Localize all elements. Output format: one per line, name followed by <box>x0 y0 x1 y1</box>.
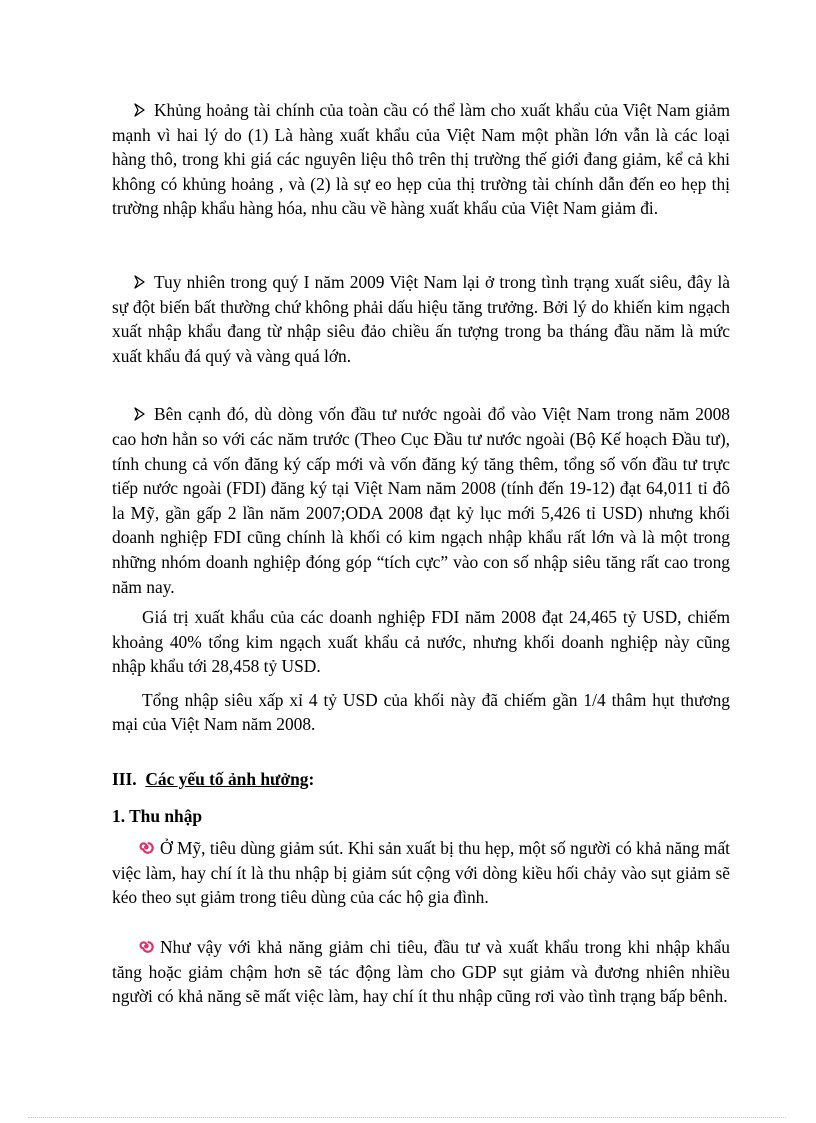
paragraph-fdi <box>112 402 730 599</box>
paragraph-export-crisis <box>112 98 730 221</box>
subsection-heading: 1. Thu nhập <box>112 805 203 826</box>
section-title: Các yếu tố ảnh hưởng <box>145 769 309 790</box>
document-page <box>112 98 730 1009</box>
paragraph-us-consumption <box>112 836 730 910</box>
paragraph-trade-deficit: Tổng nhập siêu xấp xỉ 4 tỷ USD của khối này đã chiếm gần 1/4 thâm hụt thương mại của Việt Nam năm 2008. <box>112 689 730 735</box>
paragraph-text: Ở Mỹ, tiêu dùng giảm sút. Khi sản xuất bị thu hẹp, một số người có khả năng mất việc làm, hay chí ít là thu nhập bị giảm sút cộng với dòng kiều hối chảy vào sụt giảm sẽ kéo theo sụt giảm trong tiêu dùng của các hộ gia đình. <box>112 838 730 908</box>
paragraph-text: Bên cạnh đó, dù dòng vốn đầu tư nước ngoài đổ vào Việt Nam trong năm 2008 cao hơn hẳn so với các năm trước (Theo Cục Đầu tư nước ngoài (Bộ Kế hoạch Đầu tư), tính chung cả vốn đăng ký cấp mới và vốn đăng ký tăng thêm, tổng số vốn đầu tư trực tiếp nước ngoài (FDI) đăng ký tại Việt Nam năm 2008 (tính đến 19-12) đạt 64,011 tỉ đô la Mỹ, gần gấp 2 lần năm 2007;ODA 2008 đạt kỷ lục mới 5,426 tỉ USD) nhưng khối doanh nghiệp FDI cũng chính là khối có kim ngạch nhập khẩu rất lớn và là một trong những nhóm doanh nghiệp đóng góp “tích cực” vào con số nhập siêu tăng rất cao trong năm nay. <box>112 404 730 597</box>
paragraph-text: Như vậy với khả năng giảm chi tiêu, đầu tư và xuất khẩu trong khi nhập khẩu tăng hoặc giảm chậm hơn sẽ tác động làm cho GDP sụt giảm và đương nhiên nhiều người có khả năng sẽ mất việc làm, hay chí ít thu nhập cũng rơi vào tình trạng bấp bênh. <box>112 937 730 1007</box>
spiral-icon <box>136 838 154 856</box>
spiral-icon <box>136 937 154 955</box>
paragraph-text: Khủng hoảng tài chính của toàn cầu có thể làm cho xuất khẩu của Việt Nam giảm mạnh vì hai lý do (1) Là hàng xuất khẩu của Việt Nam một phần lớn vẫn là các loại hàng thô, trong khi giá các nguyên liệu thô trên thị trường thế giới đang giảm, kể cả khi không có khủng hoảng , và (2) là sự eo hẹp của thị trường tài chính dẫn đến eo hẹp thị trường nhập khẩu hàng hóa, nhu cầu về hàng xuất khẩu của Việt Nam giảm đi. <box>112 100 730 219</box>
section-heading <box>112 767 730 792</box>
paragraph-gdp-impact <box>112 935 730 1009</box>
arrowhead-icon <box>134 275 145 289</box>
arrowhead-icon <box>134 103 145 117</box>
paragraph-text: Tuy nhiên trong quý I năm 2009 Việt Nam lại ở trong tình trạng xuất siêu, đây là sự đột biến bất thường chứ không phải dấu hiệu tăng trưởng. Bởi lý do khiến kim ngạch xuất nhập khẩu đang từ nhập siêu đảo chiều ấn tượng trong ba tháng đầu năm là mức xuất khẩu đá quý và vàng quá lớn. <box>112 271 730 366</box>
paragraph-trade-surplus <box>112 270 730 368</box>
page-bottom-border <box>28 1117 786 1118</box>
paragraph-fdi-export-value: Giá trị xuất khẩu của các doanh nghiệp FDI năm 2008 đạt 24,465 tỷ USD, chiếm khoảng 40% tổng kim ngạch xuất khẩu cả nước, nhưng khối doanh nghiệp này cũng nhập khẩu tới 28,458 tỷ USD. <box>112 607 730 677</box>
arrowhead-icon <box>134 407 145 421</box>
section-suffix: : <box>308 769 315 790</box>
section-number: III. <box>112 769 137 790</box>
